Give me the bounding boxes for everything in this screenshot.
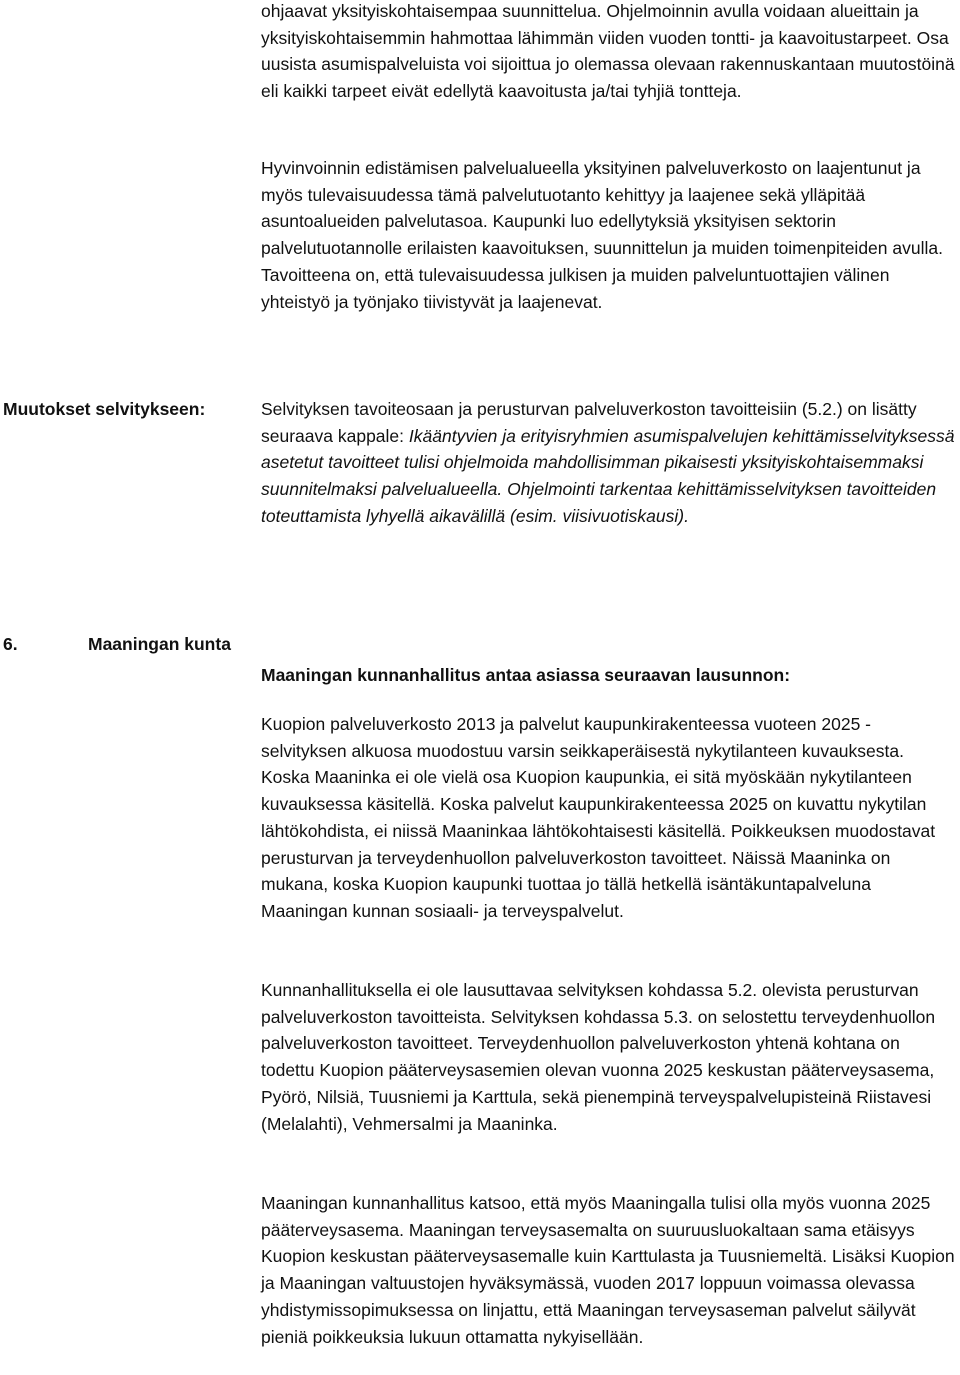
statement-paragraph-2: Kunnanhallituksella ei ole lausuttavaa selvityksen kohdassa 5.2. olevista perusturvan palveluverkoston tavoitteista. Selvityksen kohdassa 5.3. on selostettu terveydenhuollon palveluverkoston tavoitteet. Terveydenhuollon palveluverkoston yhtenä kohtana on todettu Kuopion pääterveysasemien olevan vuonna 2025 keskustan pääterveysasema, Pyörö, Nilsiä, Tuusniemi ja Karttula, sekä pienempinä terveyspalvelupisteinä Riistavesi (Melalahti), Vehmersalmi ja Maaninka.	[261, 980, 936, 1134]
statement-heading: Maaningan kunnanhallitus antaa asiassa seuraavan lausunnon:	[261, 665, 791, 685]
changes-added-text: Ikääntyvien ja erityisryhmien asumispalvelujen kehittämisselvityksessä asetetut tavoitteet tulisi ohjelmoida mahdollisimman pikaisesti yksityiskohtaisemmaksi suunnitelmaksi palvelualueella. Ohjelmointi tarkentaa kehittämisselvityksen tavoitteiden toteuttamista lyhyellä aikavälillä (esim. viisivuotiskausi).	[261, 425, 955, 526]
changes-paragraph	[261, 396, 955, 530]
section-title: Maaningan kunta	[88, 634, 231, 654]
changes-label: Muutokset selvitykseen:	[3, 399, 206, 419]
statement-paragraph-3: Maaningan kunnanhallitus katsoo, että myös Maaningalla tulisi olla myös vuonna 2025 pääterveysasema. Maaningan terveysasemalta on suuruusluokaltaan sama etäisyys Kuopion keskustan pääterveysasemalle kuin Karttulasta ja Tuusniemeltä. Lisäksi Kuopion ja Maaningan valtuustojen hyväksymässä, vuoden 2017 loppuun voimassa olevassa yhdistymissopimuksessa on linjattu, että Maaningan terveysaseman palvelut säilyvät pieniä poikkeuksia lukuun ottamatta nykyisellään.	[261, 1193, 955, 1347]
section-number: 6.	[3, 634, 18, 654]
wellbeing-paragraph: Hyvinvoinnin edistämisen palvelualueella yksityinen palveluverkosto on laajentunut ja myös tulevaisuudessa tämä palvelutuotanto kehittyy ja laajenee sekä ylläpitää asuntoalueiden palvelutasoa. Kaupunki luo edellytyksiä yksityisen sektorin palvelutuotannolle erilaisten kaavoituksen, suunnittelun ja muiden toimenpiteiden avulla. Tavoitteena on, että tulevaisuudessa julkisen ja muiden palveluntuottajien välinen yhteistyö ja työnjako tiivistyvät ja laajenevat.	[261, 158, 943, 312]
changes-intro: Selvityksen tavoiteosaan ja perusturvan palveluverkoston tavoitteisiin (5.2.) on lisätty seuraava kappale:	[261, 399, 917, 446]
statement-paragraph-1: Kuopion palveluverkosto 2013 ja palvelut kaupunkirakenteessa vuoteen 2025 -selvityksen alkuosa muodostuu varsin seikkaperäisestä nykytilanteen kuvauksesta. Koska Maaninka ei ole vielä osa Kuopion kaupunkia, ei sitä myöskään nykytilanteen kuvauksessa käsitellä. Koska palvelut kaupunkirakenteessa 2025 on kuvattu nykytilan lähtökohdista, ei niissä Maaninkaa lähtökohtaisesti käsitellä. Poikkeuksen muodostavat perusturvan ja terveydenhuollon palveluverkoston tavoitteet. Näissä Maaninka on mukana, koska Kuopion kaupunki tuottaa jo tällä hetkellä isäntäkuntapalveluna Maaningan kunnan sosiaali- ja terveyspalvelut.	[261, 714, 936, 921]
intro-paragraph: ohjaavat yksityiskohtaisempaa suunnittelua. Ohjelmoinnin avulla voidaan alueittain ja yksityiskohtaisemmin hahmottaa lähimmän viiden vuoden tontti- ja kaavoitustarpeet. Osa uusista asumispalveluista voi sijoittua jo olemassa olevaan rakennuskantaan muutostöinä eli kaikki tarpeet eivät edellytä kaavoitusta ja/tai tyhjiä tontteja.	[261, 1, 955, 102]
